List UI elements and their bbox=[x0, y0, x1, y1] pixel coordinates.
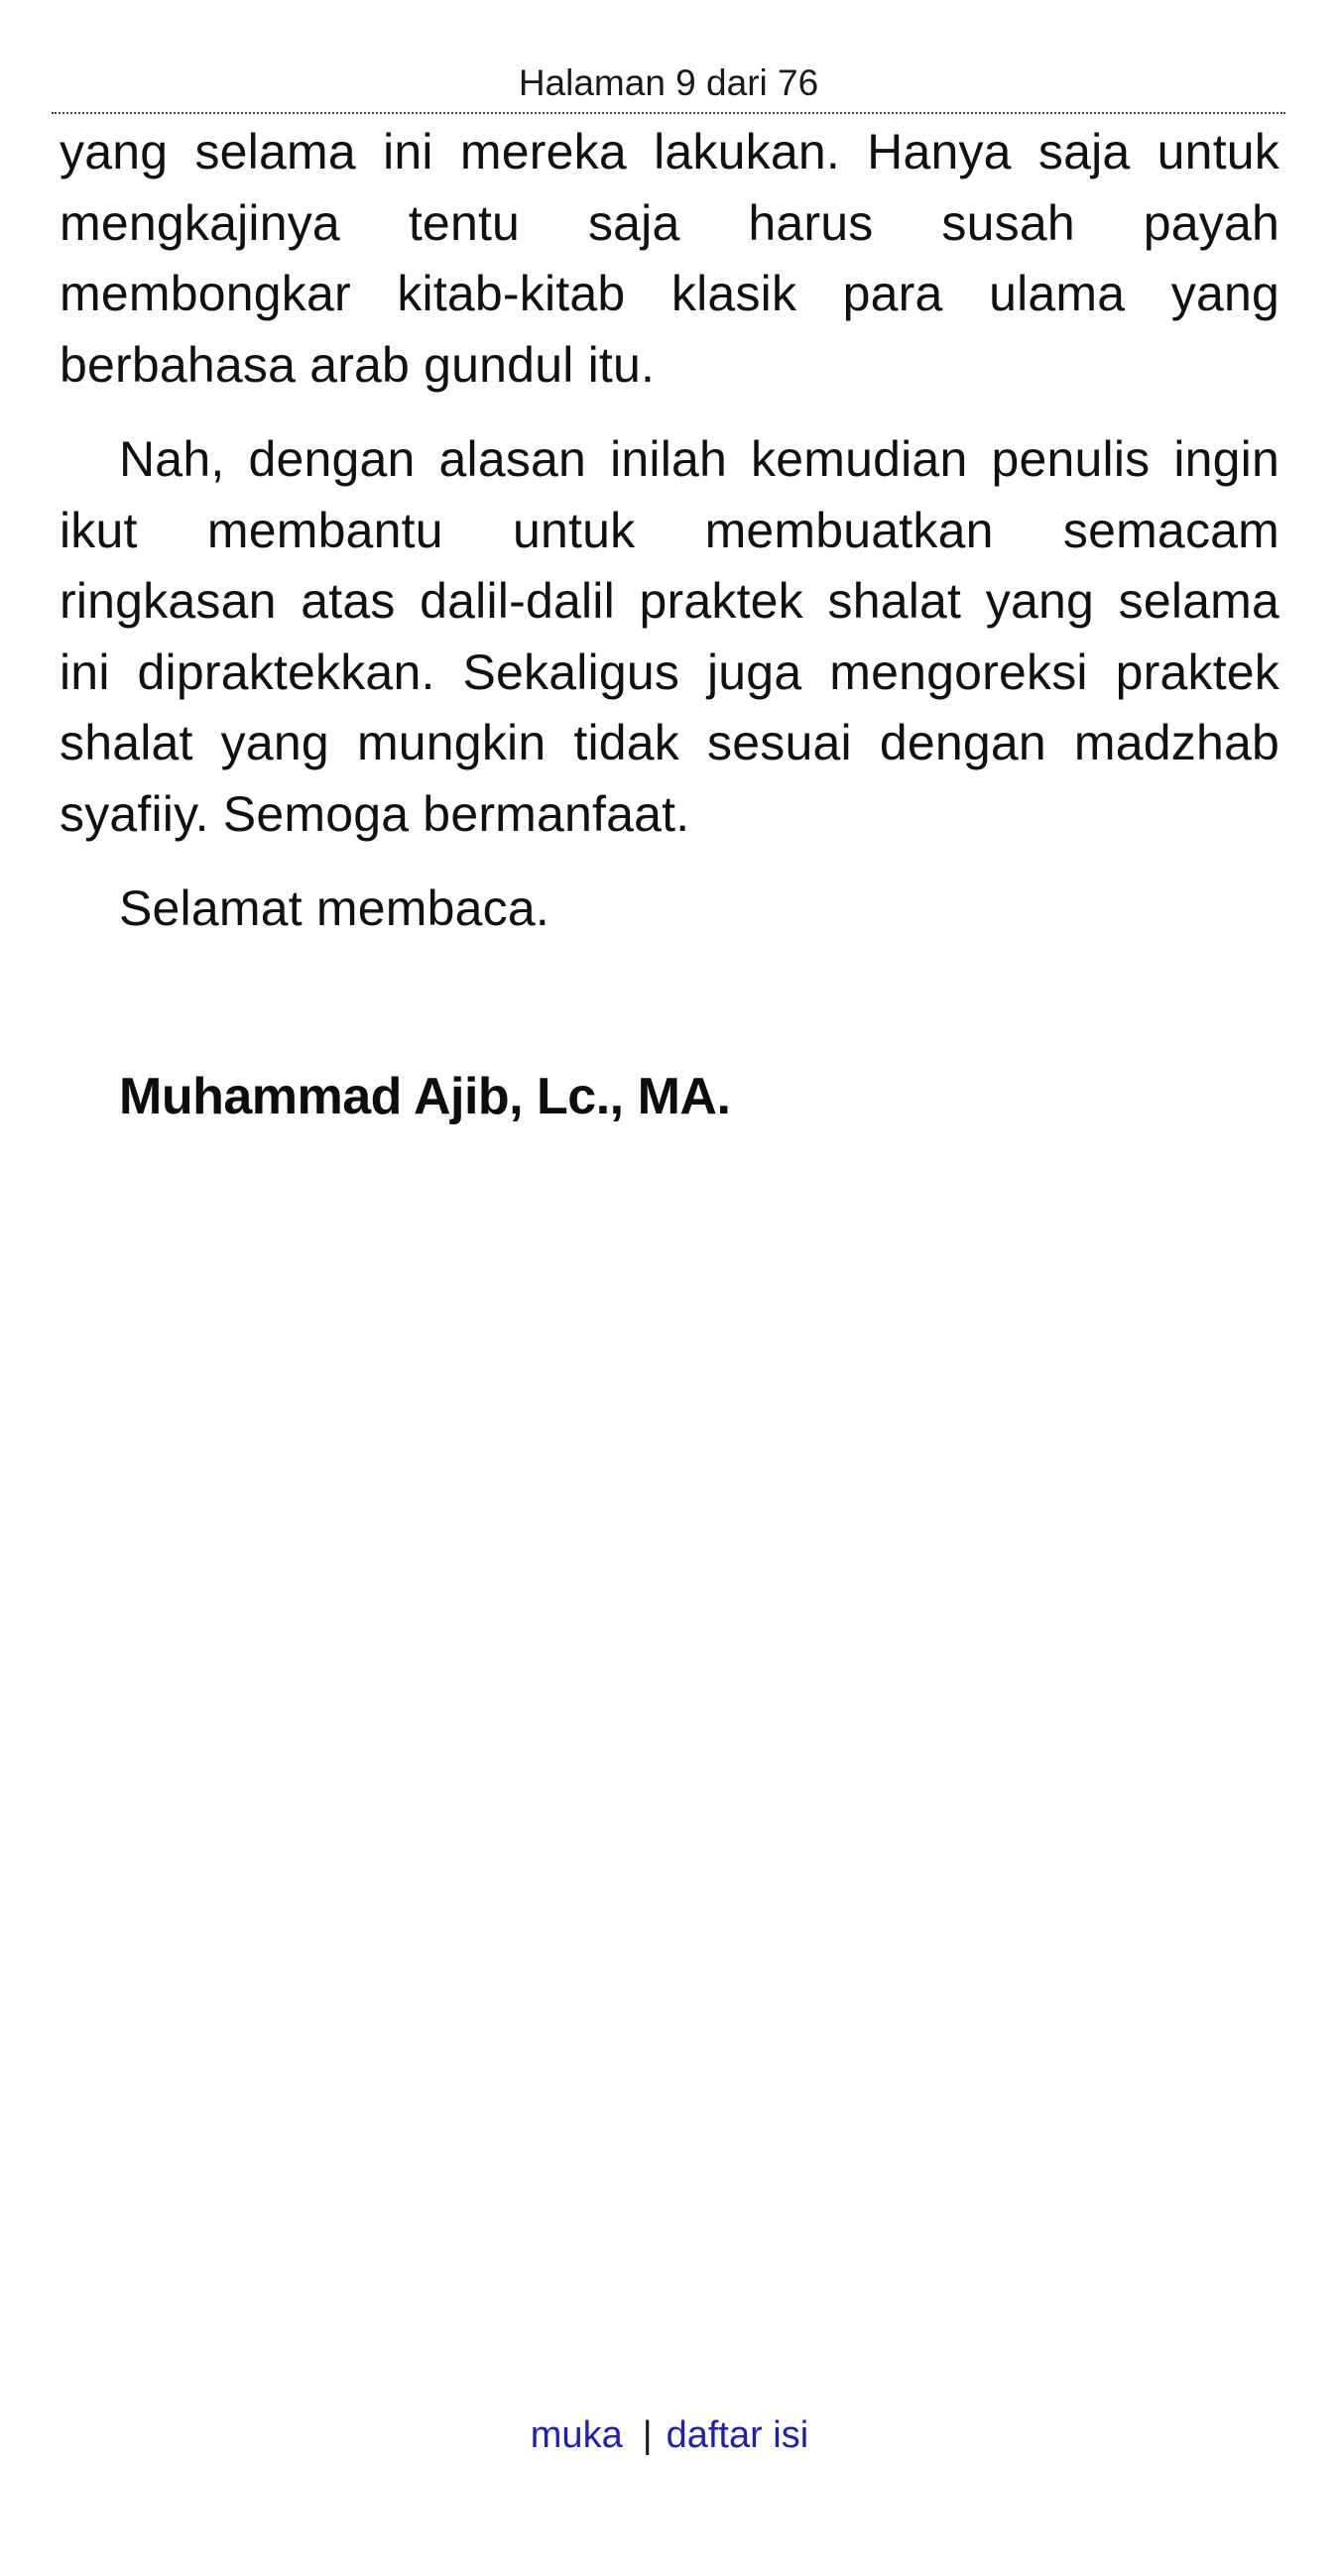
home-link[interactable]: muka bbox=[530, 2414, 623, 2456]
body-text bbox=[60, 117, 1279, 945]
table-of-contents-link[interactable]: daftar isi bbox=[666, 2414, 809, 2456]
paragraph-closing: Selamat membaca. bbox=[119, 880, 549, 936]
footer-navigation bbox=[0, 2407, 1339, 2463]
page-indicator: Halaman 9 dari 76 bbox=[518, 62, 819, 103]
author-signature: Muhammad Ajib, Lc., MA. bbox=[119, 1068, 731, 1125]
paragraph: Nah, dengan alasan inilah kemudian penulis ingin ikut membantu untuk membuatkan semacam ringkasan atas dalil-dalil praktek shalat yang selama ini dipraktekkan. Sekaligus juga mengoreksi praktek shalat yang mungkin tidak sesuai dengan madzhab syafiiy. Semoga bermanfaat. bbox=[60, 431, 1279, 842]
paragraph: yang selama ini mereka lakukan. Hanya saja untuk mengkajinya tentu saja harus susah payah membongkar kitab-kitab klasik para ulama yang berbahasa arab gundul itu. bbox=[60, 124, 1279, 393]
nav-separator: | bbox=[642, 2414, 653, 2456]
header-divider bbox=[52, 112, 1285, 114]
